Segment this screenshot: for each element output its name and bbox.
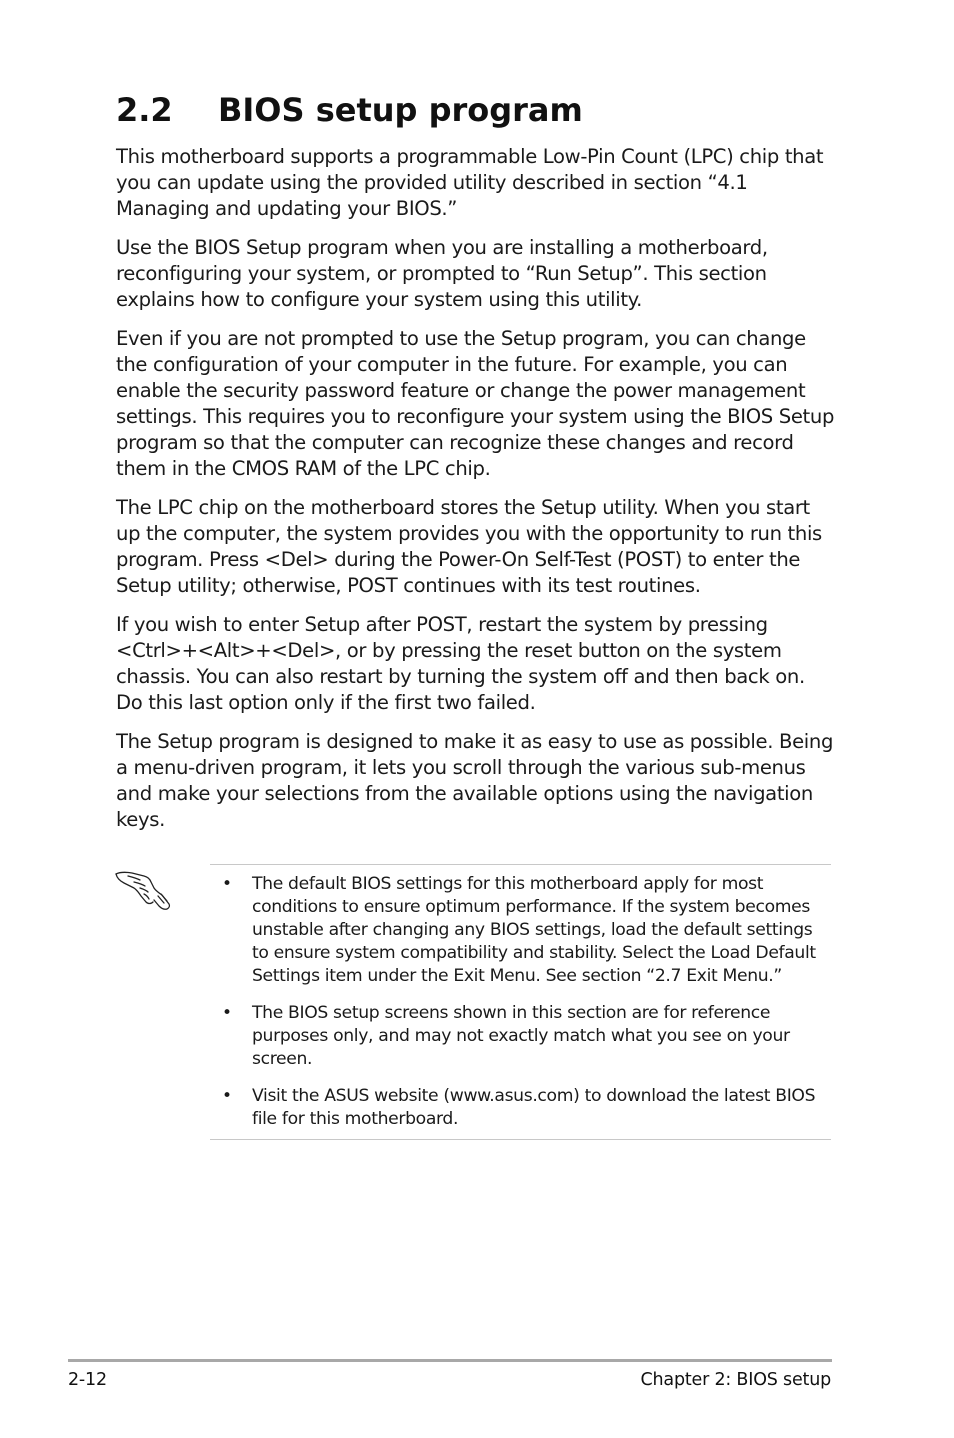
bullet: • <box>222 874 232 894</box>
section-title: BIOS setup program <box>218 91 583 129</box>
page-number: 2-12 <box>68 1370 107 1390</box>
note-box <box>210 864 831 1140</box>
note-list <box>210 873 831 1131</box>
paragraph: If you wish to enter Setup after POST, restart the system by pressing <Ctrl>+<Alt>+<Del>, or by pressing the reset button on the system chassis. You can also restart by turning the system off and then back on. Do this last option only if the first two failed. <box>116 613 805 714</box>
bullet: • <box>222 1086 232 1106</box>
section-heading <box>116 88 583 132</box>
writing-hand-icon <box>114 866 172 912</box>
paragraph: Use the BIOS Setup program when you are installing a motherboard, reconfiguring your system, or prompted to “Run Setup”. This section explains how to configure your system using this utility. <box>116 236 768 311</box>
note-item <box>210 1085 831 1131</box>
note-item-text: The default BIOS settings for this motherboard apply for most conditions to ensure optimum performance. If the system becomes unstable after changing any BIOS settings, load the default settings to ensure system compatibility and stability. Select the Load Default Settings item under the Exit Menu. See section “2.7 Exit Menu.” <box>252 874 816 986</box>
note-item <box>210 873 831 988</box>
paragraph: This motherboard supports a programmable Low-Pin Count (LPC) chip that you can update using the provided utility described in section “4.1 Managing and updating your BIOS.” <box>116 145 824 220</box>
note-item-text: The BIOS setup screens shown in this section are for reference purposes only, and may not exactly match what you see on your screen. <box>252 1003 790 1069</box>
bullet: • <box>222 1003 232 1023</box>
note-item <box>210 1002 831 1071</box>
note-item-text: Visit the ASUS website (www.asus.com) to download the latest BIOS file for this motherboard. <box>252 1086 816 1129</box>
footer-divider <box>68 1359 832 1362</box>
section-number: 2.2 <box>116 91 173 129</box>
paragraph: Even if you are not prompted to use the Setup program, you can change the configuration of your computer in the future. For example, you can enable the security password feature or change the power management settings. This requires you to reconfigure your system using the BIOS Setup program so that the computer can recognize these changes and record them in the CMOS RAM of the LPC chip. <box>116 327 835 480</box>
paragraph: The LPC chip on the motherboard stores the Setup utility. When you start up the computer, the system provides you with the opportunity to run this program. Press <Del> during the Power-On Self-Test (POST) to enter the Setup utility; otherwise, POST continues with its test routines. <box>116 496 822 597</box>
paragraph: The Setup program is designed to make it as easy to use as possible. Being a menu-driven program, it lets you scroll through the various sub-menus and make your selections from the available options using the navigation keys. <box>116 730 834 831</box>
body-text <box>116 144 836 846</box>
chapter-label: Chapter 2: BIOS setup <box>640 1370 831 1390</box>
